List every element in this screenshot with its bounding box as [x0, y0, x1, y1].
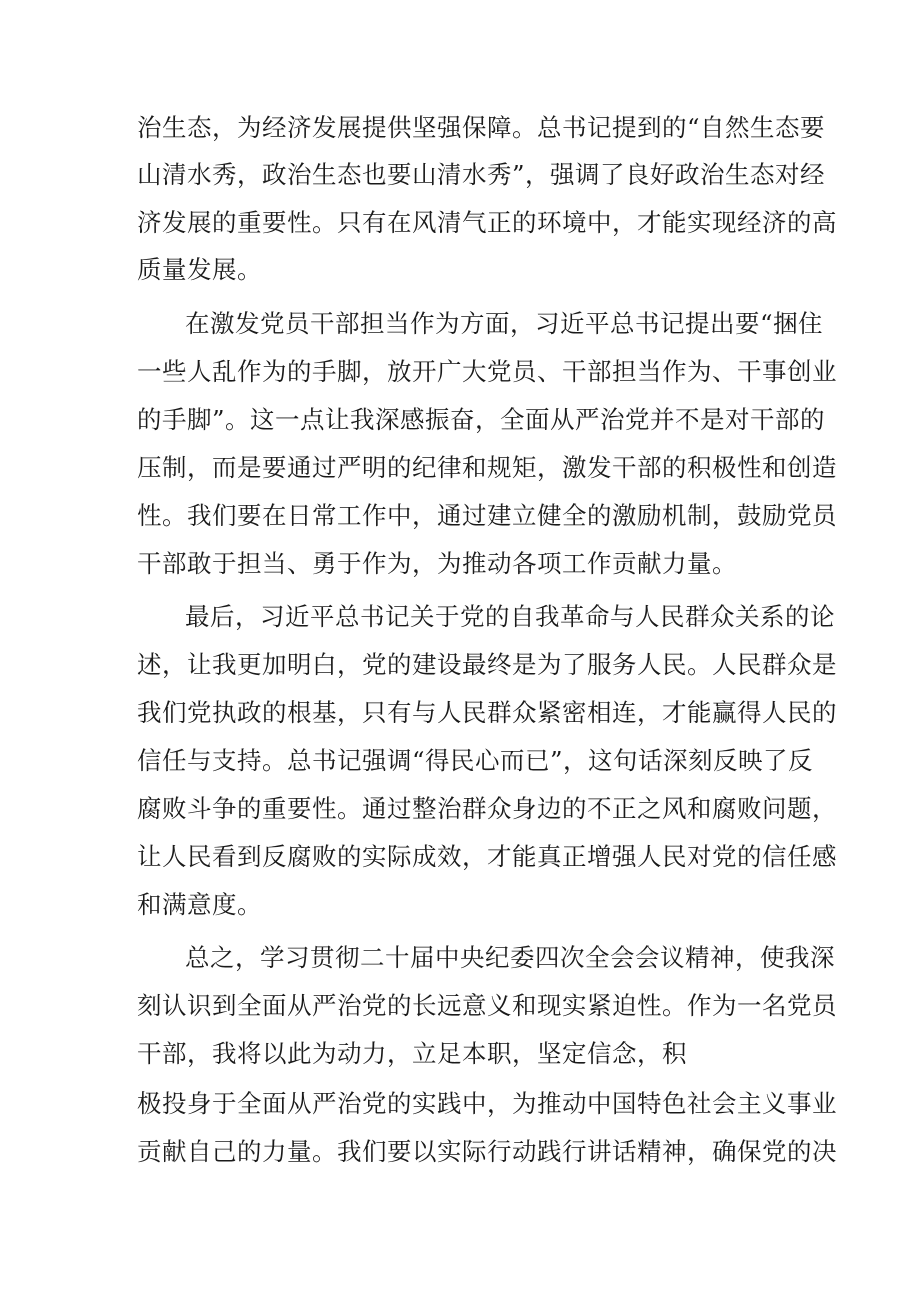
- text-line: 一些人乱作为的手脚，放开广大党员、干部担当作为、干事创业: [137, 357, 837, 386]
- text-line: 让人民看到反腐败的实际成效，才能真正增强人民对党的信任感: [137, 842, 837, 871]
- text-line: 贡献自己的力量。我们要以实际行动践行讲话精神，确保党的决: [137, 1137, 837, 1166]
- text-line: 干部，我将以此为动力，立足本职，坚定信念，积: [137, 1039, 687, 1068]
- text-line: 腐败斗争的重要性。通过整治群众身边的不正之风和腐败问题，: [137, 794, 837, 823]
- text-line: 济发展的重要性。只有在风清气正的环境中，才能实现经济的高: [137, 208, 837, 237]
- paragraph-first-line: 最后，习近平总书记关于党的自我革命与人民群众关系的论: [185, 602, 835, 631]
- paragraph-first-line: 总之，学习贯彻二十届中央纪委四次全会会议精神，使我深: [185, 943, 835, 972]
- text-line: 治生态，为经济发展提供坚强保障。总书记提到的“自然生态要: [137, 113, 826, 142]
- text-line: 极投身于全面从严治党的实践中，为推动中国特色社会主义事业: [137, 1089, 837, 1118]
- text-line: 的手脚”。这一点让我深感振奋，全面从严治党并不是对干部的: [137, 405, 826, 434]
- text-line: 和满意度。: [137, 890, 262, 919]
- text-line: 刻认识到全面从严治党的长远意义和现实紧迫性。作为一名党员: [137, 991, 837, 1020]
- text-line: 我们党执政的根基，只有与人民群众紧密相连，才能赢得人民的: [137, 698, 837, 727]
- text-line: 山清水秀，政治生态也要山清水秀”，强调了良好政治生态对经: [137, 160, 826, 189]
- paragraph-first-line: 在激发党员干部担当作为方面，习近平总书记提出要“捆住: [185, 309, 824, 338]
- text-line: 干部敢于担当、勇于作为，为推动各项工作贡献力量。: [137, 549, 737, 578]
- text-line: 质量发展。: [137, 255, 262, 284]
- text-line: 性。我们要在日常工作中，通过建立健全的激励机制，鼓励党员: [137, 501, 837, 530]
- text-line: 压制，而是要通过严明的纪律和规矩，激发干部的积极性和创造: [137, 453, 837, 482]
- text-line: 述，让我更加明白，党的建设最终是为了服务人民。人民群众是: [137, 650, 837, 679]
- text-line: 信任与支持。总书记强调“得民心而已”，这句话深刻反映了反: [137, 746, 814, 775]
